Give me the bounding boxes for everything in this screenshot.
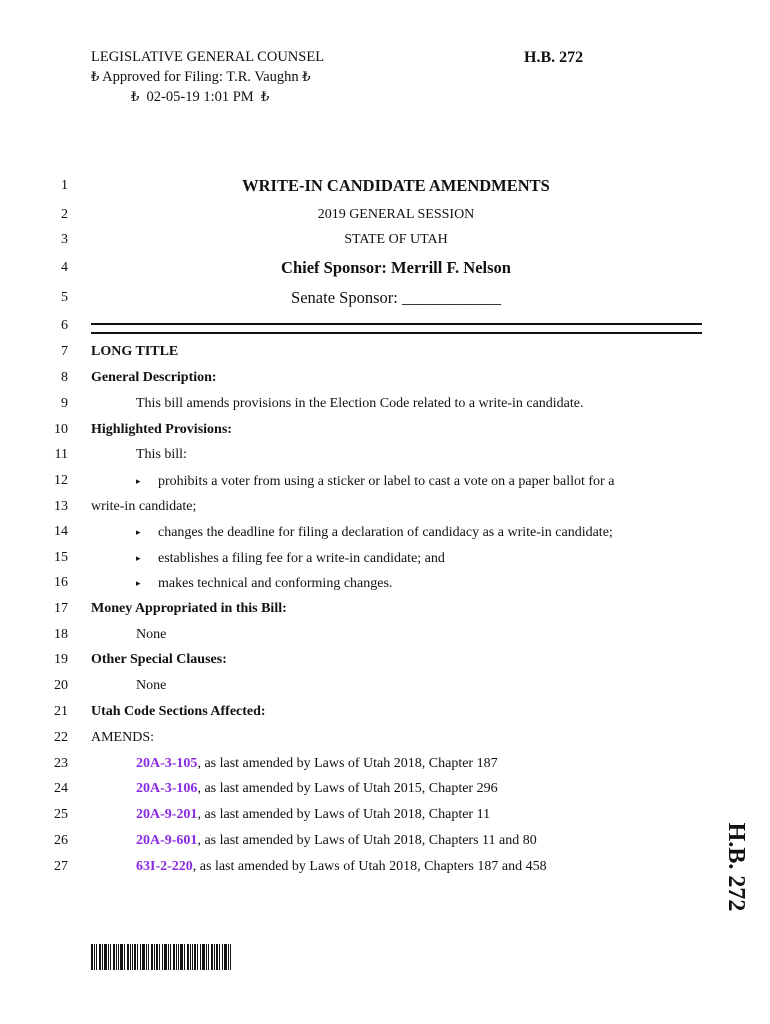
line <box>0 855 770 879</box>
line-number: 4 <box>61 260 68 275</box>
line-number: 20 <box>54 678 68 693</box>
line-number: 19 <box>54 652 68 667</box>
bill-title: WRITE-IN CANDIDATE AMENDMENTS <box>242 176 550 195</box>
line-number: 16 <box>54 575 68 590</box>
sections-heading: Utah Code Sections Affected: <box>91 704 266 719</box>
line-number: 21 <box>54 704 68 719</box>
line <box>0 597 770 621</box>
sidebar-bill-label <box>718 812 754 922</box>
code-section-link[interactable]: 63I-2-220 <box>136 859 193 874</box>
line-number: 10 <box>54 422 68 437</box>
provision-continued: write-in candidate; <box>91 499 197 514</box>
line <box>0 520 770 544</box>
provision-text: prohibits a voter from using a sticker or label to cast a vote on a paper ballot for a <box>158 474 615 489</box>
line-number: 22 <box>54 730 68 745</box>
general-description-heading: General Description: <box>91 370 217 385</box>
line-number: 6 <box>61 318 68 333</box>
timestamp-line <box>91 87 324 107</box>
highlighted-provisions-heading: Highlighted Provisions: <box>91 422 232 437</box>
timestamp-text: 02-05-19 1:01 PM <box>146 89 254 105</box>
marker-icon: ₺ <box>302 69 311 84</box>
line <box>0 392 770 416</box>
code-section-desc: , as last amended by Laws of Utah 2015, Chapter 296 <box>197 781 498 796</box>
line <box>0 203 770 227</box>
line-number: 12 <box>54 473 68 488</box>
line-number: 9 <box>61 396 68 411</box>
line <box>0 674 770 698</box>
line <box>0 648 770 672</box>
sidebar-bill-text: H.B. 272 <box>723 822 749 912</box>
office-name: LEGISLATIVE GENERAL COUNSEL <box>91 49 325 65</box>
special-clauses-heading: Other Special Clauses: <box>91 652 227 667</box>
line-number: 3 <box>61 232 68 247</box>
line-number: 24 <box>54 781 68 796</box>
line-number: 23 <box>54 756 68 771</box>
line <box>0 623 770 647</box>
code-section-desc: , as last amended by Laws of Utah 2018, Chapters 11 and 80 <box>197 833 537 848</box>
marker-icon: ₺ <box>131 89 140 104</box>
session: 2019 GENERAL SESSION <box>317 207 475 222</box>
code-section-link[interactable]: 20A-9-601 <box>136 833 198 848</box>
line <box>0 340 770 364</box>
line <box>0 443 770 467</box>
line <box>0 829 770 853</box>
line <box>0 726 770 750</box>
line <box>0 286 770 310</box>
line <box>0 469 770 493</box>
marker-icon: ₺ <box>91 69 100 84</box>
code-section <box>136 829 537 853</box>
state: STATE OF UTAH <box>344 232 448 247</box>
bullet-icon: ▸ <box>136 553 141 563</box>
provision-text: changes the deadline for filing a declaration of candidacy as a write-in candidate; <box>158 525 613 540</box>
code-section <box>136 855 547 879</box>
line <box>0 803 770 827</box>
line-number: 14 <box>54 524 68 539</box>
chief-sponsor: Chief Sponsor: Merrill F. Nelson <box>281 258 511 277</box>
senate-sponsor: Senate Sponsor: ____________ <box>291 288 501 307</box>
code-section-link[interactable]: 20A-9-201 <box>136 807 198 822</box>
barcode-graphic <box>91 944 231 970</box>
line <box>0 571 770 595</box>
line-number: 11 <box>54 447 68 462</box>
double-rule <box>91 323 702 334</box>
line <box>0 366 770 390</box>
code-section <box>136 752 498 776</box>
general-description: This bill amends provisions in the Election Code related to a write-in candidate. <box>136 396 584 411</box>
line <box>0 228 770 252</box>
line-number: 2 <box>61 207 68 222</box>
line-number: 25 <box>54 807 68 822</box>
code-section-desc: , as last amended by Laws of Utah 2018, Chapter 11 <box>197 807 491 822</box>
code-section-link[interactable]: 20A-3-105 <box>136 756 198 771</box>
marker-icon: ₺ <box>260 89 270 104</box>
code-section <box>136 803 490 827</box>
code-section-desc: , as last amended by Laws of Utah 2018, Chapter 187 <box>197 756 498 771</box>
line-number: 15 <box>54 550 68 565</box>
provision-text: establishes a filing fee for a write-in candidate; and <box>158 551 445 566</box>
bullet-icon: ▸ <box>136 476 141 486</box>
line <box>0 546 770 570</box>
long-title-heading: LONG TITLE <box>91 344 179 359</box>
bullet-icon: ▸ <box>136 527 141 537</box>
line-number: 1 <box>61 178 68 193</box>
line <box>0 418 770 442</box>
approval-line <box>91 67 324 87</box>
provision-text: makes technical and conforming changes. <box>158 576 393 591</box>
provision-item <box>136 546 445 571</box>
line-number: 17 <box>54 601 68 616</box>
line <box>0 495 770 519</box>
line-number: 13 <box>54 499 68 514</box>
money-heading: Money Appropriated in this Bill: <box>91 601 287 616</box>
money-value: None <box>136 627 167 642</box>
code-section-desc: , as last amended by Laws of Utah 2018, Chapters 187 and 458 <box>192 859 547 874</box>
code-section <box>136 777 498 801</box>
line <box>0 256 770 280</box>
bullet-icon: ▸ <box>136 578 141 588</box>
bill-number: H.B. 272 <box>524 49 584 66</box>
line <box>0 777 770 801</box>
amends-label: AMENDS: <box>91 730 155 745</box>
approval-text: Approved for Filing: T.R. Vaughn <box>102 69 299 85</box>
code-section-link[interactable]: 20A-3-106 <box>136 781 198 796</box>
provision-item <box>136 520 613 545</box>
special-clauses-value: None <box>136 678 167 693</box>
provision-item <box>136 469 614 494</box>
line-number: 18 <box>54 627 68 642</box>
line-number: 27 <box>54 859 68 874</box>
header-block <box>91 48 324 107</box>
line-number: 26 <box>54 833 68 848</box>
line-number: 7 <box>61 344 68 359</box>
line <box>0 752 770 776</box>
line-number: 5 <box>61 290 68 305</box>
this-bill-label: This bill: <box>136 447 187 462</box>
line <box>0 700 770 724</box>
line-number: 8 <box>61 370 68 385</box>
line <box>0 174 770 198</box>
provision-item <box>136 571 392 596</box>
